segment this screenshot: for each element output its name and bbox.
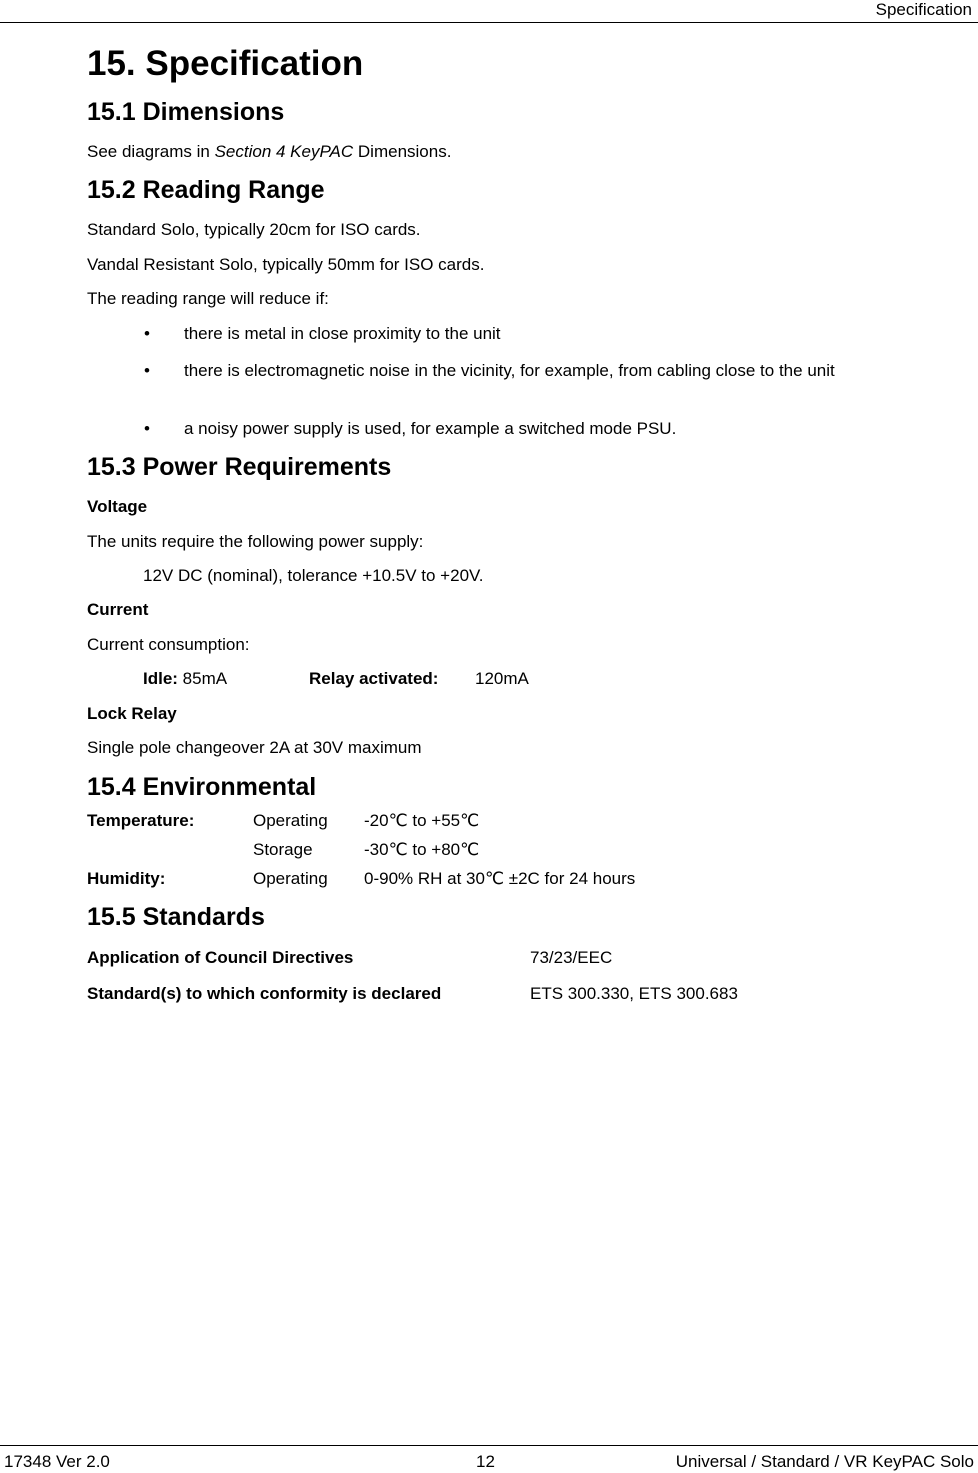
- current-text: Current consumption:: [87, 635, 250, 654]
- list-item: there is metal in close proximity to the unit: [184, 324, 501, 343]
- bullet-icon: •: [144, 419, 150, 438]
- humidity-operating-label: Operating: [253, 869, 328, 888]
- reading-range-line-2: Vandal Resistant Solo, typically 50mm for ISO cards.: [87, 255, 485, 274]
- dimensions-text-suffix: Dimensions.: [353, 142, 452, 161]
- operating-label: Operating: [253, 811, 328, 830]
- footer-product: Universal / Standard / VR KeyPAC Solo: [675, 1452, 974, 1471]
- footer-rule: [0, 1445, 978, 1446]
- reading-range-heading: 15.2 Reading Range: [87, 176, 325, 204]
- voltage-label: Voltage: [87, 497, 148, 516]
- temperature-label: Temperature:: [87, 811, 195, 830]
- relay-activated-value: 120mA: [475, 669, 529, 688]
- relay-activated-label: Relay activated:: [309, 669, 439, 688]
- dimensions-text: [87, 142, 451, 162]
- standards-heading: 15.5 Standards: [87, 903, 265, 931]
- humidity-value: 0-90% RH at 30℃ ±2C for 24 hours: [364, 869, 636, 888]
- dimensions-heading: 15.1 Dimensions: [87, 98, 285, 126]
- conformity-standards-label: Standard(s) to which conformity is declared: [87, 984, 442, 1003]
- humidity-label: Humidity:: [87, 869, 166, 888]
- bullet-icon: •: [144, 324, 150, 343]
- council-directives-label: Application of Council Directives: [87, 948, 354, 967]
- dimensions-section-ref: Section 4 KeyPAC: [214, 142, 354, 161]
- storage-label: Storage: [253, 840, 313, 859]
- page-title: 15. Specification: [87, 44, 364, 83]
- current-label: Current: [87, 600, 149, 619]
- running-header: Specification: [875, 0, 972, 19]
- idle-value: 85mA: [177, 669, 228, 688]
- reading-range-line-1: Standard Solo, typically 20cm for ISO cards.: [87, 220, 421, 239]
- footer-doc-ref: 17348 Ver 2.0: [4, 1452, 110, 1471]
- council-directives-value: 73/23/EEC: [530, 948, 613, 967]
- conformity-standards-value: ETS 300.330, ETS 300.683: [530, 984, 738, 1003]
- storage-temp: -30℃ to +80℃: [364, 840, 480, 859]
- dimensions-text-prefix: See diagrams in: [87, 142, 215, 161]
- footer-page-number: 12: [476, 1452, 495, 1471]
- environmental-heading: 15.4 Environmental: [87, 773, 317, 801]
- voltage-text: The units require the following power supply:: [87, 532, 424, 551]
- voltage-value: 12V DC (nominal), tolerance +10.5V to +20V.: [143, 566, 484, 585]
- power-heading: 15.3 Power Requirements: [87, 453, 392, 481]
- idle-current: [143, 669, 227, 689]
- reading-range-line-3: The reading range will reduce if:: [87, 289, 329, 308]
- list-item: there is electromagnetic noise in the vicinity, for example, from cabling close to the unit: [184, 361, 835, 380]
- lock-relay-label: Lock Relay: [87, 704, 177, 723]
- bullet-icon: •: [144, 361, 150, 380]
- header-rule: [0, 22, 978, 23]
- operating-temp: -20℃ to +55℃: [364, 811, 480, 830]
- lock-relay-text: Single pole changeover 2A at 30V maximum: [87, 738, 422, 757]
- list-item: a noisy power supply is used, for example a switched mode PSU.: [184, 419, 677, 438]
- idle-label: Idle:: [143, 669, 178, 688]
